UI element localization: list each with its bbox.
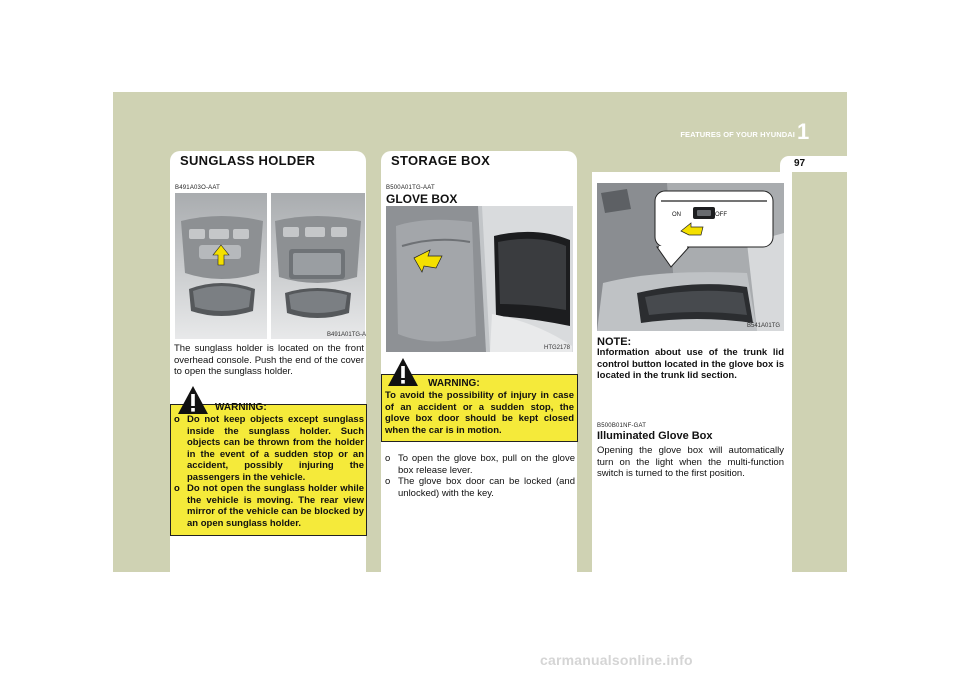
glove-box-switch-image [597, 183, 784, 331]
illuminated-heading: Illuminated Glove Box [597, 430, 713, 442]
warning-icon [386, 356, 420, 388]
warning-icon [176, 384, 210, 416]
list-item: o Do not keep objects except sunglass inside the sunglass holder. Such objects can be thrown from the holder in the event of a sudden stop or an accident, possibly injuring the passengers in the vehicle. [174, 414, 364, 483]
sunglass-warning-title: WARNING: [215, 402, 267, 413]
sunglass-header [170, 151, 366, 169]
illuminated-body: Opening the glove box will automatically turn on the light when the multi-function switch is turned to the first position. [597, 445, 784, 479]
list-item: o The glove box door can be locked (and unlocked) with the key. [385, 476, 575, 499]
sunglass-title: SUNGLASS HOLDER [180, 153, 316, 168]
sunglass-image [175, 193, 365, 339]
storage-header [381, 151, 577, 169]
page-number: 97 [794, 158, 806, 169]
list-item: o Do not open the sunglass holder while the vehicle is moving. The rear view mirror of the vehicle can be blocked by an open sunglass holder. [174, 483, 364, 529]
storage-warning-title: WARNING: [428, 378, 480, 389]
note-text: Information about use of the trunk lid control button located in the glove box is located in the trunk lid section. [597, 347, 784, 381]
sunglass-code: B491A03O-AAT [175, 185, 220, 191]
switch-off-label: OFF [715, 212, 727, 218]
note-title: NOTE: [597, 336, 632, 348]
illuminated-code: B500B01NF-GAT [597, 423, 647, 429]
glove-box-image-label: HTG2178 [544, 345, 571, 351]
chapter-number: 1 [797, 119, 810, 144]
storage-title: STORAGE BOX [391, 153, 491, 168]
watermark: carmanualsonline.info [540, 652, 693, 668]
switch-image-label: B541A01TG [747, 323, 781, 329]
sunglass-warning-list [174, 414, 364, 529]
storage-list [385, 453, 575, 499]
sunglass-image-label: B491A01TG-A [327, 332, 367, 338]
glove-box-heading: GLOVE BOX [386, 192, 458, 206]
chapter-title: FEATURES OF YOUR HYUNDAI [680, 130, 795, 139]
storage-code: B500A01TG-AAT [386, 185, 435, 191]
page-number-tab [780, 156, 847, 172]
switch-on-label: ON [672, 212, 681, 218]
glove-box-image [386, 206, 573, 352]
storage-warning-text: To avoid the possibility of injury in case of an accident or a sudden stop, the glove box door should be kept closed when the car is in motion. [385, 390, 574, 436]
list-item: o To open the glove box, pull on the glove box release lever. [385, 453, 575, 476]
sunglass-body: The sunglass holder is located on the front overhead console. Push the end of the cover to open the sunglass holder. [174, 343, 364, 377]
